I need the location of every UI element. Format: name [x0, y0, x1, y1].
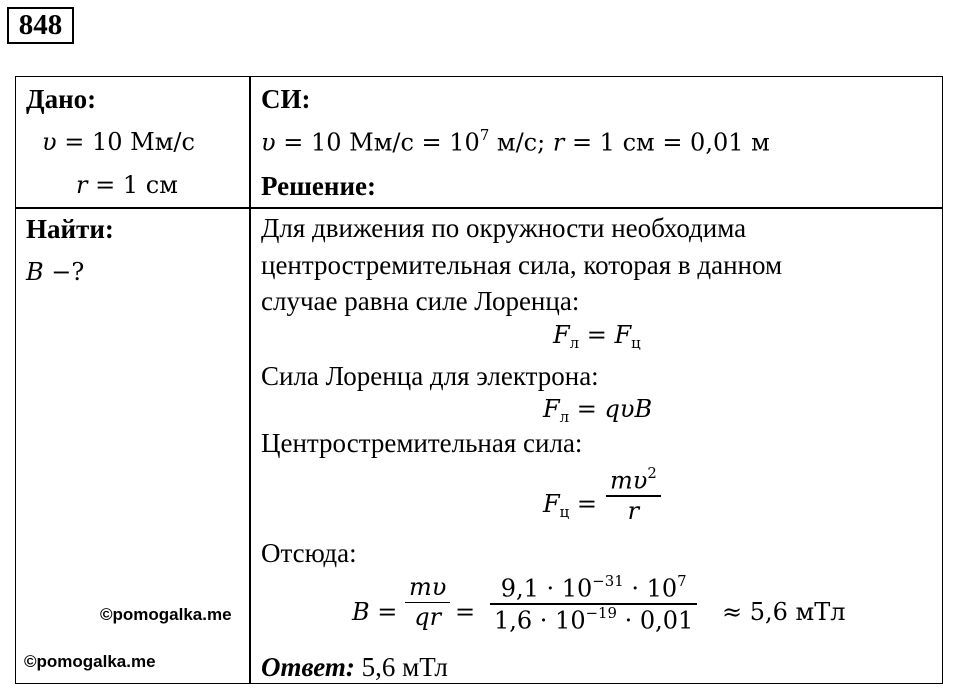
equation-final-fraction-numeric: $9,1 \cdot 10^{-31} \cdot 10^7$ $1,6 \cdot 10^{-19} \cdot 0,01$	[490, 573, 697, 635]
equation-final-result: ≈ 5,6 мТл	[722, 598, 846, 626]
equation-centripetal-fraction: $m\upsilon^2$ r	[606, 465, 661, 526]
solution-text-hence: Отсюда:	[261, 538, 357, 568]
answer-line	[261, 654, 448, 681]
solution-text-line-1: Для движения по окружности необходима	[261, 213, 747, 243]
given-velocity: υ = 10 Мм/с	[42, 128, 195, 156]
solution-text-centripetal: Центростремительная сила:	[261, 428, 583, 458]
equation-lorentz-force: $F_л = q\upsilon B$	[543, 395, 653, 427]
solution-text-lorentz: Сила Лоренца для электрона:	[261, 361, 599, 391]
watermark-2: ©pomogalka.me	[24, 652, 156, 671]
equation-final-lhs: B =	[352, 598, 398, 626]
si-conversion: υ = 10 $Мм/с = 10^7$ м/с; r = 1 см = 0,01 м	[261, 126, 770, 157]
watermark-1: ©pomogalka.me	[100, 605, 232, 624]
solution-text-line-3: случае равна силе Лоренца:	[261, 286, 580, 316]
solution-heading: Решение:	[261, 171, 376, 201]
equation-lorentz-equals-centripetal: $F_л = F_ц$	[553, 321, 641, 353]
problem-number: 848	[7, 7, 74, 44]
equation-centripetal-lhs: $F_ц$ =	[543, 490, 597, 522]
given-radius: r = 1 см	[76, 171, 178, 199]
equation-final-equals: =	[455, 598, 476, 626]
si-heading: СИ:	[261, 84, 311, 114]
given-find-separator	[15, 207, 250, 209]
equation-final-fraction-symbolic: mυ qr	[405, 573, 450, 632]
si-solution-separator	[250, 207, 943, 209]
column-divider	[249, 76, 251, 684]
find-heading: Найти:	[26, 214, 114, 244]
answer-label: Ответ:	[261, 652, 355, 682]
given-heading: Дано:	[26, 84, 97, 114]
solution-text-line-2: центростремительная сила, которая в данном	[261, 250, 783, 280]
answer-value: 5,6 мТл	[354, 652, 448, 682]
find-target: B −?	[26, 258, 85, 286]
